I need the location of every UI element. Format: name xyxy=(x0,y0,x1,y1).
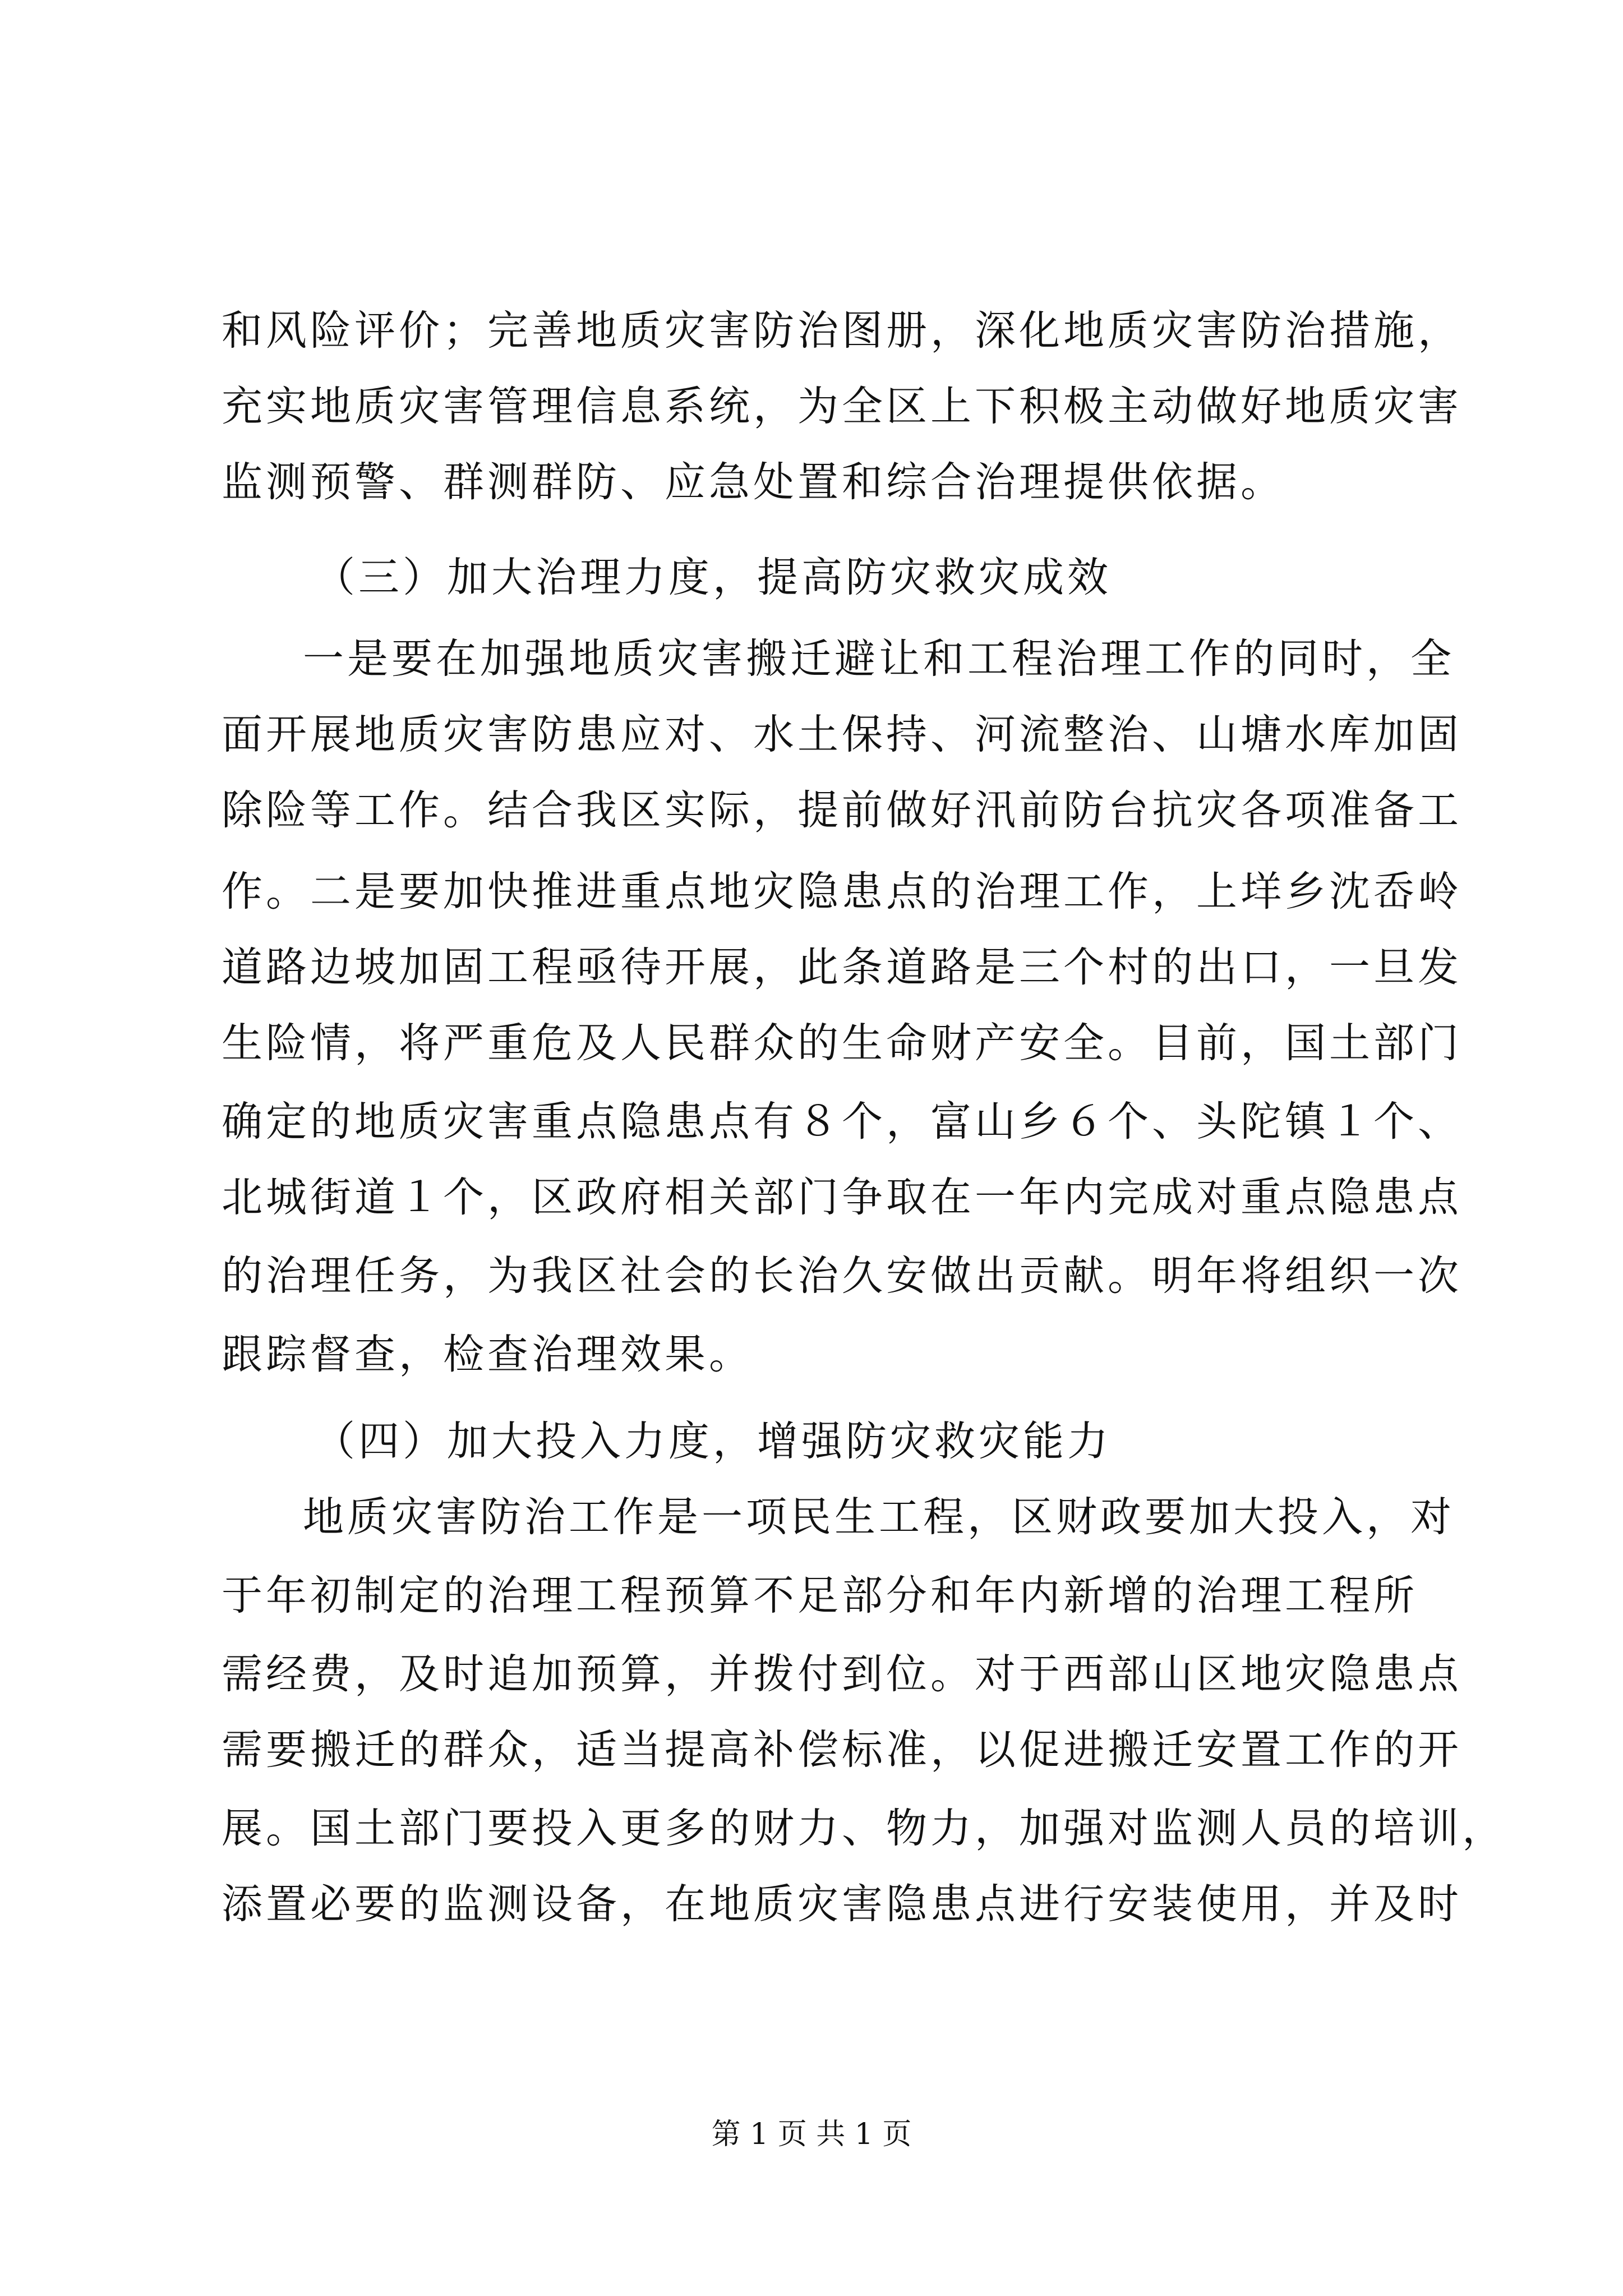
text-line: 需要搬迁的群众，适当提高补偿标准，以促进搬迁安置工作的开 xyxy=(222,1726,1462,1774)
text-line: 生险情，将严重危及人民群众的生命财产安全。目前，国土部门 xyxy=(222,1019,1462,1067)
text-line: 道路边坡加固工程亟待开展，此条道路是三个村的出口，一旦发 xyxy=(222,944,1462,991)
text-line: 充实地质灾害管理信息系统，为全区上下积极主动做好地质灾害 xyxy=(222,383,1462,430)
text-line: 展。国土部门要投入更多的财力、物力，加强对监测人员的培训， xyxy=(222,1805,1506,1852)
text-line: 于年初制定的治理工程预算不足部分和年内新增的治理工程所 xyxy=(222,1572,1418,1619)
section-heading: （三）加大治理力度，提高防灾救灾成效 xyxy=(314,554,1112,601)
text-line: 一是要在加强地质灾害搬迁避让和工程治理工作的同时，全 xyxy=(303,635,1455,683)
text-line: 需经费，及时追加预算，并拨付到位。对于西部山区地灾隐患点 xyxy=(222,1650,1462,1698)
page-footer: 第 1 页 共 1 页 xyxy=(711,2118,912,2151)
text-line: 和风险评价；完善地质灾害防治图册，深化地质灾害防治措施， xyxy=(222,307,1462,355)
text-line: 跟踪督查，检查治理效果。 xyxy=(222,1331,753,1378)
text-line: 面开展地质灾害防患应对、水土保持、河流整治、山塘水库加固 xyxy=(222,711,1462,758)
text-line: 地质灾害防治工作是一项民生工程，区财政要加大投入，对 xyxy=(303,1493,1455,1541)
text-line: 除险等工作。结合我区实际，提前做好汛前防台抗灾各项准备工 xyxy=(222,786,1462,834)
text-line: 作。二是要加快推进重点地灾隐患点的治理工作，上垟乡沈岙岭 xyxy=(222,868,1462,915)
text-line: 确定的地质灾害重点隐患点有８个，富山乡６个、头陀镇１个、 xyxy=(222,1098,1462,1145)
text-line: 添置必要的监测设备，在地质灾害隐患点进行安装使用，并及时 xyxy=(222,1880,1462,1928)
text-line: 北城街道１个，区政府相关部门争取在一年内完成对重点隐患点 xyxy=(222,1174,1462,1221)
section-heading: （四）加大投入力度，增强防灾救灾能力 xyxy=(314,1418,1112,1465)
text-line: 监测预警、群测群防、应急处置和综合治理提供依据。 xyxy=(222,458,1285,506)
text-line: 的治理任务，为我区社会的长治久安做出贡献。明年将组织一次 xyxy=(222,1252,1462,1300)
